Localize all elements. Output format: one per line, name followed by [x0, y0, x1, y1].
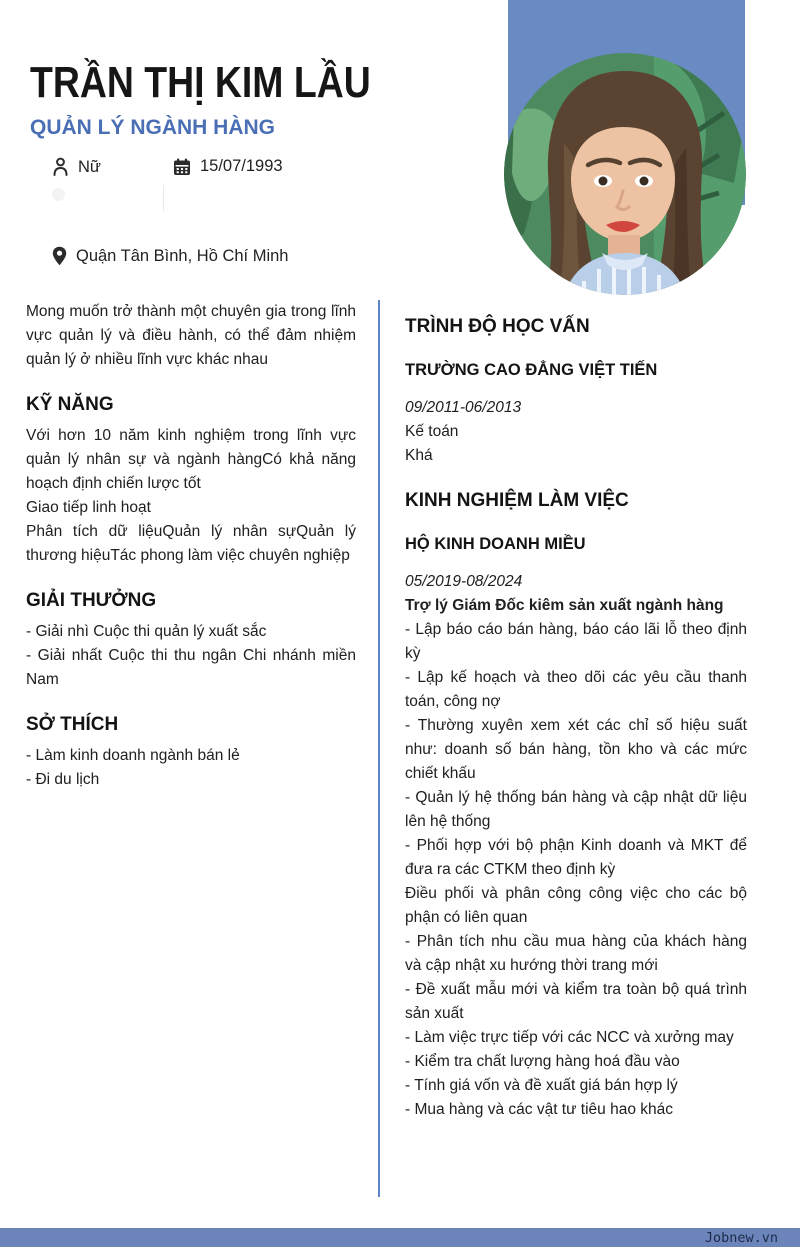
- candidate-name: TRẦN THỊ KIM LẦU: [30, 58, 371, 107]
- right-column: [405, 300, 747, 1122]
- school-name: TRƯỜNG CAO ĐẲNG VIỆT TIẾN: [405, 361, 658, 379]
- duty-item: - Làm việc trực tiếp với các NCC và xưởng may: [405, 1029, 734, 1046]
- duty-item: - Lập kế hoạch và theo dõi các yêu cầu thanh toán, công nợ: [405, 669, 747, 710]
- job-title: QUẢN LÝ NGÀNH HÀNG: [30, 116, 275, 139]
- skills-list: [26, 424, 356, 568]
- award-item: - Giải nhì Cuộc thi quản lý xuất sắc: [26, 623, 267, 640]
- duty-item: - Phối hợp với bộ phận Kinh doanh và MKT để đưa ra các CTKM theo định kỳ: [405, 837, 747, 878]
- experience-role: Trợ lý Giám Đốc kiêm sản xuất ngành hàng: [405, 597, 724, 614]
- profile-photo: [504, 53, 746, 295]
- experience-heading: KINH NGHIỆM LÀM VIỆC: [405, 490, 629, 511]
- education-major: Kế toán: [405, 423, 459, 440]
- duty-item: - Mua hàng và các vật tư tiêu hao khác: [405, 1101, 673, 1118]
- education-details: [405, 396, 747, 468]
- duties-list: [405, 618, 747, 1122]
- company-name: HỘ KINH DOANH MIỀU: [405, 535, 586, 553]
- column-divider: [378, 300, 380, 1197]
- brand-label: Jobnew.vn: [704, 1229, 778, 1246]
- career-objective: Mong muốn trở thành một chuyên gia trong lĩnh vực quản lý và điều hành, có thể đảm nhiệm quản lý ở nhiều lĩnh vực khác nhau: [26, 303, 356, 368]
- skill-item: Với hơn 10 năm kinh nghiệm trong lĩnh vực quản lý nhân sự và ngành hàngCó khả năng hoạch định chiến lược tốt: [26, 427, 356, 492]
- education-period: 09/2011-06/2013: [405, 399, 522, 416]
- duty-item: - Thường xuyên xem xét các chỉ số hiệu suất như: doanh số bán hàng, tồn kho và các mức chiết khấu: [405, 717, 747, 782]
- education-heading: TRÌNH ĐỘ HỌC VẤN: [405, 316, 590, 337]
- footer-bar: [0, 1228, 800, 1247]
- gender-row: [52, 157, 101, 177]
- experience-period: 05/2019-08/2024: [405, 573, 523, 590]
- location-pin-icon: [52, 246, 67, 266]
- birthdate-row: [173, 157, 283, 176]
- address-value: Quận Tân Bình, Hồ Chí Minh: [76, 246, 289, 265]
- duty-item: - Đề xuất mẫu mới và kiểm tra toàn bộ quá trình sản xuất: [405, 981, 747, 1022]
- hobbies-list: [26, 744, 356, 792]
- calendar-icon: [173, 158, 191, 176]
- duty-item: Điều phối và phân công công việc cho các bộ phận có liên quan: [405, 885, 747, 926]
- skills-heading: KỸ NĂNG: [26, 394, 114, 415]
- awards-list: [26, 620, 356, 692]
- duty-item: - Kiểm tra chất lượng hàng hoá đầu vào: [405, 1053, 680, 1070]
- faded-placeholder-icon: [52, 188, 65, 201]
- awards-heading: GIẢI THƯỞNG: [26, 590, 157, 611]
- hobby-item: - Làm kinh doanh ngành bán lẻ: [26, 747, 240, 764]
- award-item: - Giải nhất Cuộc thi thu ngân Chi nhánh miền Nam: [26, 647, 356, 688]
- hobby-item: - Đi du lịch: [26, 771, 100, 788]
- hobbies-heading: SỞ THÍCH: [26, 714, 119, 735]
- education-grade: Khá: [405, 447, 433, 464]
- duty-item: - Phân tích nhu cầu mua hàng của khách hàng và cập nhật xu hướng thời trang mới: [405, 933, 747, 974]
- duty-item: - Lập báo cáo bán hàng, báo cáo lãi lỗ theo định kỳ: [405, 621, 747, 662]
- duty-item: - Quản lý hệ thống bán hàng và cập nhật dữ liệu lên hệ thống: [405, 789, 747, 830]
- person-icon: [52, 157, 69, 177]
- skill-item: Phân tích dữ liệuQuản lý nhân sựQuản lý thương hiệuTác phong làm việc chuyên nghiệp: [26, 523, 356, 564]
- address-row: [52, 246, 288, 266]
- left-column: [26, 300, 356, 792]
- skill-item: Giao tiếp linh hoạt: [26, 499, 151, 516]
- duty-item: - Tính giá vốn và đề xuất giá bán hợp lý: [405, 1077, 678, 1094]
- gender-value: Nữ: [78, 157, 101, 176]
- birthdate-value: 15/07/1993: [200, 157, 283, 175]
- profile-photo-illustration: [504, 53, 746, 295]
- faded-placeholder-divider: [163, 185, 164, 211]
